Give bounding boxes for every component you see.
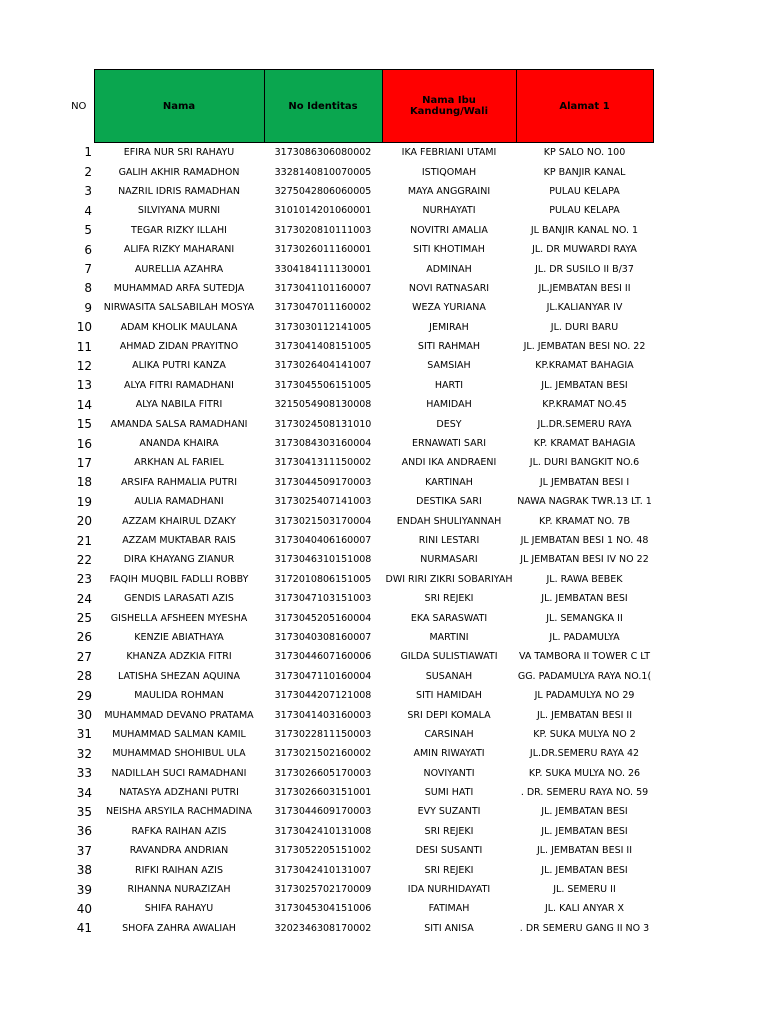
table-row (64, 453, 653, 472)
cell-nama-ibu: HARTI (434, 379, 464, 391)
cell-nama-ibu: NOVIYANTI (423, 767, 475, 779)
table-row (64, 919, 653, 938)
cell-alamat: JL PADAMULYA NO 29 (534, 690, 635, 702)
cell-nama: ARSIFA RAHMALIA PUTRI (120, 476, 238, 488)
table-row (64, 221, 653, 240)
cell-no-identitas: 3101014201060001 (274, 205, 372, 217)
cell-nama-ibu: EVY SUZANTI (417, 806, 481, 818)
cell-no-identitas: 3173041403160003 (274, 709, 372, 721)
cell-no: 20 (76, 514, 92, 529)
cell-alamat: JL. DURI BARU (550, 321, 619, 333)
cell-alamat: KP. SUKA MULYA NO. 26 (528, 767, 641, 779)
cell-alamat: JL. JEMBATAN BESI (541, 864, 628, 876)
cell-no-identitas: 3173042410131007 (274, 864, 372, 876)
cell-nama: ALYA NABILA FITRI (135, 399, 223, 411)
cell-nama: LATISHA SHEZAN AQUINA (117, 670, 241, 682)
cell-no: 19 (76, 494, 92, 509)
cell-no-identitas: 3173041311150002 (274, 457, 372, 469)
table-row (64, 841, 653, 860)
cell-no-identitas: 3173026603151001 (274, 787, 372, 799)
cell-nama-ibu: JEMIRAH (429, 321, 469, 333)
cell-alamat: JL.DR.SEMERU RAYA 42 (529, 748, 640, 760)
cell-no: 16 (76, 436, 92, 451)
cell-nama-ibu: ANDI IKA ANDRAENI (401, 457, 497, 469)
table-row (64, 162, 653, 181)
cell-alamat: JL. JEMBATAN BESI (541, 593, 628, 605)
cell-alamat: KP BANJIR KANAL (543, 166, 626, 178)
cell-alamat: KP. KRAMAT NO. 7B (538, 515, 631, 527)
cell-nama-ibu: GILDA SULISTIAWATI (400, 651, 498, 663)
cell-nama: GENDIS LARASATI AZIS (124, 593, 234, 605)
cell-nama-ibu: ERNAWATI SARI (411, 438, 487, 450)
cell-nama-ibu: MAYA ANGGRAINI (407, 185, 491, 197)
cell-no-identitas: 3173086306080002 (274, 147, 372, 159)
table-row (64, 725, 653, 744)
table-row (64, 143, 653, 163)
cell-alamat: JL JEMBATAN BESI IV NO 22 (520, 554, 649, 566)
header-no: NO (64, 70, 94, 143)
table-row (64, 337, 653, 356)
cell-no: 17 (76, 455, 92, 470)
cell-no: 41 (76, 921, 92, 936)
table-row (64, 647, 653, 666)
cell-alamat: VA TAMBORA II TOWER C LT (518, 651, 651, 663)
cell-no-identitas: 3173047110160004 (274, 670, 372, 682)
cell-no-identitas: 3173026605170003 (274, 767, 372, 779)
cell-no: 36 (76, 824, 92, 839)
cell-alamat: . DR. SEMERU RAYA NO. 59 (520, 787, 649, 799)
cell-alamat: KP. SUKA MULYA NO 2 (533, 728, 636, 740)
table-row (64, 550, 653, 569)
cell-nama: AULIA RAMADHANI (134, 496, 224, 508)
table-row (64, 802, 653, 821)
cell-nama: RAVANDRA ANDRIAN (129, 845, 229, 857)
cell-no-identitas: 3173044207121008 (274, 690, 372, 702)
cell-no-identitas: 3304184111130001 (274, 263, 372, 275)
cell-nama-ibu: SRI REJEKI (424, 864, 474, 876)
cell-no-identitas: 3173045304151006 (274, 903, 372, 915)
cell-no: 34 (76, 785, 92, 800)
table-row (64, 880, 653, 899)
table-row (64, 822, 653, 841)
cell-nama-ibu: WEZA YURIANA (412, 302, 486, 314)
cell-no: 12 (76, 358, 92, 373)
cell-no: 23 (76, 572, 92, 587)
cell-nama-ibu: NURMASARI (420, 554, 478, 566)
cell-nama: AZZAM MUKTABAR RAIS (122, 535, 236, 546)
cell-no: 25 (76, 611, 92, 626)
cell-alamat: JL. DR SUSILO II B/37 (535, 263, 634, 275)
cell-alamat: KP.KRAMAT NO.45 (542, 399, 627, 411)
cell-nama: ALYA FITRI RAMADHANI (124, 379, 234, 391)
table-row (64, 434, 653, 453)
cell-no-identitas: 3173030112141005 (274, 321, 372, 333)
table-row (64, 899, 653, 918)
cell-alamat: JL JEMBATAN BESI I (539, 476, 630, 488)
cell-nama: ARKHAN AL FARIEL (134, 457, 224, 469)
cell-nama-ibu: IDA NURHIDAYATI (407, 884, 491, 896)
cell-alamat: JL. JEMBATAN BESI II (536, 845, 633, 857)
cell-no-identitas: 3275042806060005 (274, 185, 372, 197)
cell-no: 9 (84, 300, 92, 315)
header-alamat: Alamat 1 (516, 70, 653, 143)
cell-alamat: JL. DURI BANGKIT NO.6 (529, 457, 640, 469)
cell-nama-ibu: ADMINAH (426, 263, 472, 275)
cell-nama-ibu: IKA FEBRIANI UTAMI (401, 147, 497, 159)
cell-no: 29 (76, 688, 92, 703)
cell-alamat: KP SALO NO. 100 (543, 147, 626, 159)
cell-nama-ibu: AMIN RIWAYATI (413, 748, 485, 760)
cell-alamat: JL. PADAMULYA (549, 631, 620, 643)
table-row (64, 764, 653, 783)
header-row (64, 70, 653, 143)
cell-no: 35 (76, 804, 92, 819)
cell-nama-ibu: CARSINAH (424, 728, 474, 740)
table-row (64, 705, 653, 724)
cell-alamat: JL.DR.SEMERU RAYA (537, 418, 632, 430)
cell-nama: TEGAR RIZKY ILLAHI (131, 224, 227, 236)
cell-nama: NIRWASITA SALSABILAH MOSYA (103, 302, 255, 314)
cell-nama: AZZAM KHAIRUL DZAKY (122, 515, 236, 527)
cell-no-identitas: 3173045205160004 (274, 612, 372, 624)
header-nama-ibu-line2: Kandung/Wali (409, 106, 489, 117)
cell-nama-ibu: DWI RIRI ZIKRI SOBARIYAH (385, 573, 513, 585)
table-row (64, 298, 653, 317)
table-row (64, 531, 653, 550)
table-row (64, 686, 653, 705)
table-row (64, 473, 653, 492)
header-nama-ibu-line1: Nama Ibu (422, 95, 476, 106)
table-row (64, 783, 653, 802)
cell-no: 40 (76, 901, 92, 916)
cell-no-identitas: 3173052205151002 (274, 845, 372, 857)
cell-no: 3 (84, 184, 92, 199)
cell-no: 28 (76, 669, 92, 684)
cell-nama-ibu: SAMSIAH (427, 360, 471, 372)
cell-no-identitas: 3173084303160004 (274, 438, 372, 450)
cell-nama: SHOFA ZAHRA AWALIAH (122, 922, 236, 934)
table-row (64, 628, 653, 647)
cell-alamat: KP.KRAMAT BAHAGIA (535, 360, 634, 372)
cell-no-identitas: 3173025702170009 (274, 884, 372, 896)
cell-no-identitas: 3173044509170003 (274, 476, 372, 488)
cell-nama-ibu: NOVITRI AMALIA (410, 224, 488, 236)
cell-no: 39 (76, 882, 92, 897)
cell-nama-ibu: NURHAYATI (422, 205, 476, 217)
cell-no: 30 (76, 708, 92, 723)
cell-no-identitas: 3202346308170002 (274, 922, 372, 934)
cell-no-identitas: 3173040406160007 (274, 535, 372, 546)
cell-nama-ibu: DESY (436, 418, 462, 430)
cell-no: 2 (84, 165, 92, 180)
table-row (64, 511, 653, 530)
cell-nama: DIRA KHAYANG ZIANUR (123, 554, 235, 566)
cell-no-identitas: 3173044609170003 (274, 806, 372, 818)
cell-nama: GALIH AKHIR RAMADHON (118, 166, 240, 178)
cell-nama: GISHELLA AFSHEEN MYESHA (110, 612, 248, 624)
cell-nama-ibu: SITI HAMIDAH (416, 690, 482, 702)
cell-nama: KENZIE ABIATHAYA (134, 631, 224, 643)
table-row (64, 570, 653, 589)
cell-alamat: JL BANJIR KANAL NO. 1 (530, 224, 639, 236)
cell-alamat: GG. PADAMULYA RAYA NO.1( (517, 670, 652, 682)
table-row (64, 259, 653, 278)
cell-no-identitas: 3215054908130008 (274, 399, 372, 411)
cell-nama: RAFKA RAIHAN AZIS (131, 825, 227, 837)
cell-nama: NADILLAH SUCI RAMADHANI (111, 767, 247, 779)
cell-alamat: JL. JEMBATAN BESI NO. 22 (523, 341, 646, 353)
cell-nama: SILVIYANA MURNI (137, 205, 221, 217)
table-row (64, 414, 653, 433)
cell-nama: ANANDA KHAIRA (139, 438, 219, 450)
table-row (64, 589, 653, 608)
cell-nama-ibu: FATIMAH (428, 903, 470, 915)
cell-no: 18 (76, 475, 92, 490)
cell-no-identitas: 3173046310151008 (274, 554, 372, 566)
cell-no: 27 (76, 649, 92, 664)
cell-nama: KHANZA ADZKIA FITRI (126, 651, 232, 663)
cell-alamat: PULAU KELAPA (549, 205, 620, 217)
cell-nama: NAZRIL IDRIS RAMADHAN (118, 185, 240, 197)
cell-no-identitas: 3173025407141003 (274, 496, 372, 508)
cell-alamat: KP. KRAMAT BAHAGIA (533, 438, 636, 450)
student-table (64, 69, 654, 938)
cell-alamat: JL. DR MUWARDI RAYA (532, 244, 637, 256)
cell-nama: MUHAMMAD ARFA SUTEDJA (113, 282, 245, 294)
cell-nama: EFIRA NUR SRI RAHAYU (123, 147, 235, 159)
cell-no: 5 (84, 223, 92, 238)
cell-no: 6 (84, 242, 92, 257)
cell-alamat: JL. KALI ANYAR X (544, 903, 625, 915)
table-row (64, 356, 653, 375)
cell-no: 31 (76, 727, 92, 742)
cell-nama: ADAM KHOLIK MAULANA (120, 321, 238, 333)
cell-no: 13 (76, 378, 92, 393)
table-row (64, 860, 653, 879)
cell-no: 21 (76, 533, 92, 548)
cell-alamat: JL. SEMERU II (553, 884, 616, 896)
cell-nama: AMANDA SALSA RAMADHANI (110, 418, 248, 430)
cell-alamat: . DR SEMERU GANG II NO 3 (519, 922, 650, 934)
cell-no: 38 (76, 863, 92, 878)
cell-nama-ibu: EKA SARASWATI (410, 612, 488, 624)
cell-no: 33 (76, 766, 92, 781)
cell-nama: MUHAMMAD SHOHIBUL ULA (112, 748, 246, 760)
cell-nama-ibu: SITI KHOTIMAH (413, 244, 485, 256)
table-row (64, 667, 653, 686)
table-row (64, 744, 653, 763)
cell-no-identitas: 3173042410131008 (274, 825, 372, 837)
cell-no-identitas: 3172010806151005 (274, 573, 372, 585)
cell-nama-ibu: DESI SUSANTI (415, 845, 483, 857)
cell-nama-ibu: ISTIQOMAH (421, 166, 477, 178)
cell-no: 32 (76, 746, 92, 761)
cell-no-identitas: 3173045506151005 (274, 379, 372, 391)
cell-alamat: JL. RAWA BEBEK (546, 573, 623, 585)
table-row (64, 376, 653, 395)
cell-no: 11 (76, 339, 92, 354)
cell-alamat: JL.JEMBATAN BESI II (538, 282, 631, 294)
cell-no: 26 (76, 630, 92, 645)
cell-no-identitas: 3173047011160002 (274, 302, 372, 314)
cell-no-identitas: 3173022811150003 (274, 728, 372, 740)
cell-nama-ibu: SRI REJEKI (424, 825, 474, 837)
cell-nama-ibu: SITI RAHMAH (417, 341, 481, 353)
cell-nama: AURELLIA AZAHRA (134, 263, 224, 275)
cell-alamat: JL. JEMBATAN BESI II (536, 709, 633, 721)
table-row (64, 395, 653, 414)
cell-nama: FAQIH MUQBIL FADLLI ROBBY (109, 573, 249, 585)
cell-alamat: JL. JEMBATAN BESI (541, 806, 628, 818)
table-row (64, 201, 653, 220)
cell-no-identitas: 3173021503170004 (274, 515, 372, 527)
cell-nama-ibu: ENDAH SHULIYANNAH (396, 515, 502, 527)
cell-nama-ibu: SUMI HATI (424, 787, 474, 799)
header-no-identitas: No Identitas (264, 70, 382, 143)
cell-nama-ibu: SRI REJEKI (424, 593, 474, 605)
header-nama: Nama (94, 70, 264, 143)
cell-nama-ibu: SITI ANISA (424, 922, 474, 934)
table-row (64, 318, 653, 337)
cell-nama-ibu: SRI DEPI KOMALA (407, 709, 491, 721)
cell-nama-ibu: HAMIDAH (426, 399, 472, 411)
cell-no-identitas: 3173020810111003 (274, 224, 372, 236)
cell-no-identitas: 3173040308160007 (274, 631, 372, 643)
cell-alamat: PULAU KELAPA (549, 185, 620, 197)
cell-no: 37 (76, 843, 92, 858)
cell-nama-ibu: DESTIKA SARI (416, 496, 482, 508)
cell-nama-ibu: RINI LESTARI (418, 535, 480, 546)
cell-nama: MUHAMMAD SALMAN KAMIL (112, 728, 246, 740)
table-row (64, 240, 653, 259)
cell-nama: NEISHA ARSYILA RACHMADINA (105, 806, 253, 818)
cell-nama: MAULIDA ROHMAN (134, 690, 224, 702)
cell-no-identitas: 3173024508131010 (274, 418, 372, 430)
cell-alamat: NAWA NAGRAK TWR.13 LT. 1 (517, 496, 652, 508)
table-row (64, 608, 653, 627)
cell-no: 4 (84, 203, 92, 218)
cell-no-identitas: 3173021502160002 (274, 748, 372, 760)
cell-no: 10 (76, 320, 92, 335)
cell-no: 24 (76, 591, 92, 606)
cell-nama: RIHANNA NURAZIZAH (127, 884, 231, 896)
cell-no-identitas: 3173026011160001 (274, 244, 372, 256)
cell-nama-ibu: NOVI RATNASARI (408, 282, 490, 294)
cell-no: 7 (84, 262, 92, 277)
cell-nama: ALIFA RIZKY MAHARANI (123, 244, 235, 256)
cell-nama: SHIFA RAHAYU (144, 903, 214, 915)
cell-nama-ibu: MARTINI (429, 631, 469, 643)
cell-no: 14 (76, 397, 92, 412)
cell-nama-ibu: KARTINAH (425, 476, 473, 488)
table-row (64, 182, 653, 201)
cell-alamat: JL. JEMBATAN BESI (541, 825, 628, 837)
cell-no: 22 (76, 552, 92, 567)
cell-no-identitas: 3173047103151003 (274, 593, 372, 605)
cell-no-identitas: 3328140810070005 (274, 166, 372, 178)
cell-no-identitas: 3173044607160006 (274, 651, 372, 663)
table-row (64, 279, 653, 298)
cell-alamat: JL.KALIANYAR IV (546, 302, 623, 314)
cell-no-identitas: 3173026404141007 (274, 360, 372, 372)
cell-nama: ALIKA PUTRI KANZA (132, 360, 226, 372)
cell-alamat: JL. SEMANGKA II (546, 612, 623, 624)
cell-nama: MUHAMMAD DEVANO PRATAMA (104, 709, 254, 721)
cell-no-identitas: 3173041101160007 (274, 282, 372, 294)
cell-alamat: JL. JEMBATAN BESI (541, 379, 628, 391)
table-row (64, 492, 653, 511)
cell-no: 8 (84, 281, 92, 296)
cell-nama: NATASYA ADZHANI PUTRI (119, 787, 239, 799)
cell-nama: RIFKI RAIHAN AZIS (134, 864, 224, 876)
cell-nama-ibu: SUSANAH (425, 670, 473, 682)
cell-no-identitas: 3173041408151005 (274, 341, 372, 353)
cell-no: 15 (76, 417, 92, 432)
cell-no: 1 (84, 145, 92, 160)
header-nama-ibu (382, 70, 516, 143)
cell-nama: AHMAD ZIDAN PRAYITNO (119, 341, 239, 353)
cell-alamat: JL JEMBATAN BESI 1 NO. 48 (520, 535, 649, 546)
